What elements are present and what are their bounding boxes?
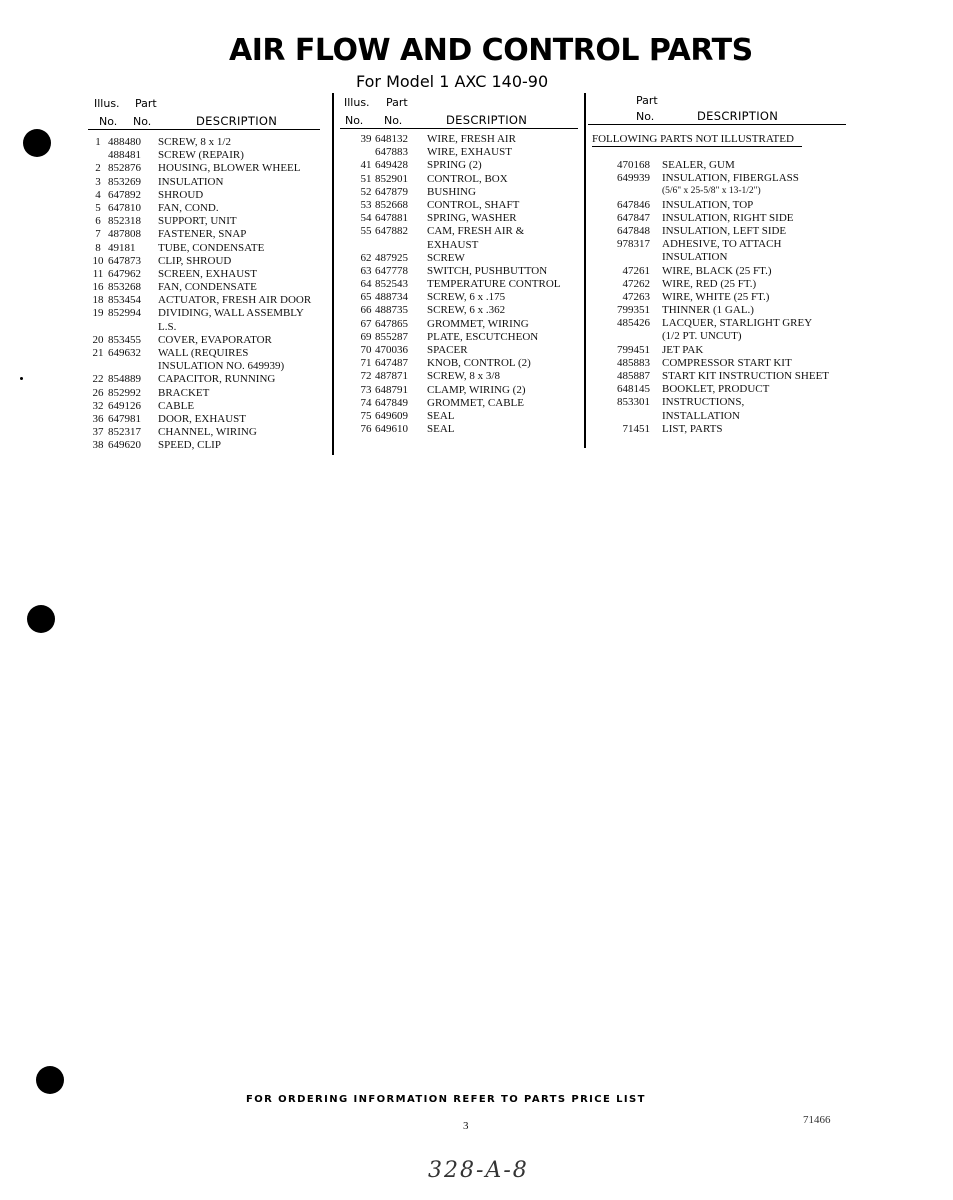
- part-number: 647881: [375, 212, 408, 225]
- parts-row: [356, 318, 581, 331]
- col2-header-part: Part: [386, 96, 408, 109]
- part-description: WIRE, EXHAUST: [427, 146, 512, 159]
- parts-row: [88, 268, 328, 281]
- parts-row: [610, 199, 850, 212]
- illus-number: 65: [360, 291, 372, 304]
- part-number: 978317: [617, 238, 650, 251]
- part-number: 488735: [375, 304, 408, 317]
- part-number: 648132: [375, 133, 408, 145]
- illus-number: 32: [92, 399, 104, 412]
- parts-row: [610, 291, 850, 304]
- parts-row: [88, 202, 328, 215]
- parts-row: [356, 186, 581, 199]
- part-description: SCREW, 6 x .362: [427, 304, 506, 317]
- part-number: 799451: [617, 343, 650, 356]
- parts-row: [610, 185, 850, 198]
- part-description: KNOB, CONTROL (2): [427, 357, 531, 370]
- part-number: 649632: [108, 347, 141, 359]
- not-illustrated-underline: [592, 146, 802, 147]
- col2-header-illus-no: No.: [345, 114, 364, 127]
- illus-number: 62: [360, 251, 372, 264]
- parts-row: [610, 172, 850, 185]
- parts-row: [88, 413, 328, 426]
- part-number: 470036: [375, 344, 408, 356]
- scan-speck: [20, 377, 23, 380]
- illus-number: 7: [95, 228, 101, 241]
- part-description: GROMMET, WIRING: [427, 317, 529, 330]
- part-number: 853269: [108, 175, 141, 188]
- part-description: GROMMET, CABLE: [427, 396, 524, 409]
- part-description: TEMPERATURE CONTROL: [427, 278, 561, 291]
- part-description: BRACKET: [158, 386, 210, 399]
- part-description: INSTALLATION: [662, 409, 740, 422]
- illus-number: 37: [92, 426, 104, 439]
- parts-row: [88, 373, 328, 386]
- punch-hole-top: [23, 129, 51, 157]
- illus-number: 26: [92, 386, 104, 399]
- parts-row: [356, 397, 581, 410]
- part-description: INSULATION NO. 649939): [158, 360, 285, 373]
- part-number: 853454: [108, 294, 141, 307]
- part-number: 487871: [375, 370, 408, 383]
- illus-number: 73: [360, 383, 372, 396]
- illus-number: 70: [360, 344, 372, 356]
- parts-row: [356, 239, 581, 252]
- part-number: 853268: [108, 281, 141, 294]
- illus-number: 3: [95, 175, 101, 188]
- part-description: LACQUER, STARLIGHT GREY: [662, 317, 813, 330]
- illus-number: 10: [92, 254, 104, 267]
- part-description: BOOKLET, PRODUCT: [662, 383, 770, 396]
- parts-row: [610, 357, 850, 370]
- parts-row: [88, 400, 328, 413]
- part-description: DIVIDING, WALL ASSEMBLY: [158, 307, 304, 320]
- part-description: THINNER (1 GAL.): [662, 304, 754, 317]
- handwritten-note: 328-A-8: [428, 1158, 529, 1183]
- col1-header-description: DESCRIPTION: [196, 114, 278, 128]
- parts-row: [356, 252, 581, 265]
- parts-row: [88, 162, 328, 175]
- part-description: FAN, CONDENSATE: [158, 281, 257, 294]
- parts-row: [610, 212, 850, 225]
- part-number: 649609: [375, 409, 408, 422]
- punch-hole-bottom: [36, 1066, 64, 1094]
- col2-header-rule: [340, 128, 578, 129]
- part-description: HOUSING, BLOWER WHEEL: [158, 162, 301, 175]
- part-description: INSTRUCTIONS,: [662, 396, 745, 409]
- parts-row: [356, 212, 581, 225]
- illus-number: 53: [360, 198, 372, 211]
- part-number: 47263: [622, 290, 650, 303]
- part-description: JET PAK: [662, 343, 704, 356]
- part-number: 647962: [108, 267, 141, 280]
- col1-header-part-no: No.: [133, 115, 152, 128]
- part-number: 647879: [375, 185, 408, 198]
- part-number: 853301: [617, 396, 650, 409]
- parts-row: [356, 146, 581, 159]
- parts-row: [88, 176, 328, 189]
- parts-row: [356, 384, 581, 397]
- parts-row: [88, 426, 328, 439]
- part-number: 649939: [617, 172, 650, 185]
- part-number: 853455: [108, 333, 141, 346]
- not-illustrated-note: FOLLOWING PARTS NOT ILLUSTRATED: [592, 133, 794, 145]
- part-number: 647865: [375, 317, 408, 330]
- parts-row: [88, 136, 328, 149]
- part-description: SHROUD: [158, 188, 204, 201]
- part-description: SPEED, CLIP: [158, 439, 221, 452]
- parts-row: [610, 159, 850, 172]
- parts-row: [356, 410, 581, 423]
- part-description: (1/2 PT. UNCUT): [662, 330, 742, 343]
- illus-number: 2: [95, 162, 101, 175]
- illus-number: 38: [92, 439, 104, 452]
- illus-number: 1: [95, 136, 101, 148]
- part-description: CAPACITOR, RUNNING: [158, 373, 276, 386]
- part-description: TUBE, CONDENSATE: [158, 241, 265, 254]
- illus-number: 19: [92, 307, 104, 320]
- col3-header-part-no: No.: [636, 110, 655, 123]
- part-description: WIRE, FRESH AIR: [427, 133, 516, 145]
- part-number: 854889: [108, 373, 141, 386]
- part-number: 470168: [617, 159, 650, 171]
- part-number: 647810: [108, 201, 141, 214]
- illus-number: 72: [360, 370, 372, 383]
- punch-hole-middle: [27, 605, 55, 633]
- parts-row: [610, 317, 850, 330]
- col1-header-rule: [88, 129, 320, 130]
- illus-number: 22: [92, 373, 104, 386]
- part-number: 647847: [617, 211, 650, 224]
- illus-number: 54: [360, 212, 372, 225]
- part-description: INSULATION: [158, 175, 224, 188]
- part-description: CLAMP, WIRING (2): [427, 383, 526, 396]
- part-description: SEAL: [427, 409, 455, 422]
- part-description: CONTROL, SHAFT: [427, 198, 520, 211]
- part-description: INSULATION, TOP: [662, 198, 754, 211]
- part-description: SPRING (2): [427, 159, 482, 172]
- parts-row: [356, 304, 581, 317]
- illus-number: 20: [92, 333, 104, 346]
- part-number: 852876: [108, 162, 141, 175]
- part-number: 647882: [375, 225, 408, 238]
- part-number: 647848: [617, 224, 650, 237]
- illus-number: 41: [360, 159, 372, 172]
- illus-number: 76: [360, 423, 372, 436]
- part-number: 487808: [108, 228, 141, 241]
- illus-number: 52: [360, 185, 372, 198]
- illus-number: 66: [360, 304, 372, 317]
- parts-row: [610, 370, 850, 383]
- part-number: 852901: [375, 172, 408, 185]
- part-description: SPACER: [427, 344, 468, 356]
- parts-row: [610, 330, 850, 343]
- col3-header-rule: [588, 124, 846, 125]
- part-description: SEALER, GUM: [662, 159, 735, 171]
- parts-row: [610, 278, 850, 291]
- part-description: ACTUATOR, FRESH AIR DOOR: [158, 294, 312, 307]
- col1-header-part: Part: [135, 97, 157, 110]
- part-description: SCREW: [427, 251, 465, 264]
- part-description: FAN, COND.: [158, 201, 219, 214]
- part-description: EXHAUST: [427, 238, 479, 251]
- parts-column-3: [610, 159, 850, 436]
- part-number: 852317: [108, 426, 141, 439]
- parts-column-1: [88, 136, 328, 453]
- part-description: SCREEN, EXHAUST: [158, 267, 258, 280]
- parts-row: [356, 370, 581, 383]
- part-description: SUPPORT, UNIT: [158, 215, 237, 228]
- col3-header-part: Part: [636, 94, 658, 107]
- illus-number: 16: [92, 281, 104, 294]
- parts-row: [610, 225, 850, 238]
- col1-header-illus-no: No.: [99, 115, 118, 128]
- parts-row: [88, 360, 328, 373]
- part-description: CABLE: [158, 399, 195, 412]
- parts-row: [610, 251, 850, 264]
- parts-row: [610, 396, 850, 409]
- part-number: 647873: [108, 254, 141, 267]
- part-number: 71451: [622, 422, 650, 435]
- part-description: (5/6" x 25-5/8" x 13-1/2"): [662, 186, 761, 197]
- col2-header-description: DESCRIPTION: [446, 113, 528, 127]
- parts-row: [610, 304, 850, 317]
- part-number: 488481: [108, 149, 141, 162]
- part-number: 647487: [375, 357, 408, 370]
- part-number: 647846: [617, 198, 650, 211]
- parts-row: [356, 278, 581, 291]
- illus-number: 74: [360, 396, 372, 409]
- part-number: 852543: [375, 278, 408, 291]
- column-divider-left: [332, 93, 334, 455]
- part-description: COVER, EVAPORATOR: [158, 333, 272, 346]
- part-number: 47262: [622, 277, 650, 290]
- illus-number: 55: [360, 225, 372, 238]
- parts-row: [88, 439, 328, 452]
- part-description: FASTENER, SNAP: [158, 228, 247, 241]
- part-description: SPRING, WASHER: [427, 212, 517, 225]
- part-number: 485887: [617, 370, 650, 382]
- illus-number: 6: [95, 215, 101, 228]
- col2-header-part-no: No.: [384, 114, 403, 127]
- part-number: 647849: [375, 396, 408, 409]
- parts-row: [88, 334, 328, 347]
- parts-row: [356, 265, 581, 278]
- parts-row: [356, 331, 581, 344]
- part-description: LIST, PARTS: [662, 422, 723, 435]
- part-description: CAM, FRESH AIR &: [427, 225, 525, 238]
- illus-number: 21: [92, 347, 104, 359]
- parts-row: [610, 383, 850, 396]
- part-number: 648791: [375, 383, 408, 396]
- parts-row: [356, 225, 581, 238]
- part-number: 649126: [108, 399, 141, 412]
- illus-number: 8: [95, 241, 101, 254]
- illus-number: 18: [92, 294, 104, 307]
- parts-row: [88, 189, 328, 202]
- parts-row: [610, 423, 850, 436]
- part-description: INSULATION, FIBERGLASS: [662, 172, 799, 185]
- parts-row: [610, 265, 850, 278]
- part-description: CONTROL, BOX: [427, 172, 508, 185]
- parts-row: [88, 255, 328, 268]
- illus-number: 75: [360, 409, 372, 422]
- illus-number: 67: [360, 317, 372, 330]
- parts-row: [356, 159, 581, 172]
- parts-row: [356, 133, 581, 146]
- part-description: WALL (REQUIRES: [158, 347, 249, 359]
- parts-row: [88, 281, 328, 294]
- part-description: SCREW, 6 x .175: [427, 291, 506, 304]
- part-number: 488480: [108, 136, 141, 148]
- illus-number: 51: [360, 172, 372, 185]
- part-number: 647892: [108, 188, 141, 201]
- part-number: 852318: [108, 215, 141, 228]
- part-number: 487925: [375, 251, 408, 264]
- part-number: 488734: [375, 291, 408, 304]
- part-description: SEAL: [427, 423, 455, 436]
- part-description: PLATE, ESCUTCHEON: [427, 330, 539, 343]
- parts-row: [88, 347, 328, 360]
- parts-row: [88, 387, 328, 400]
- part-description: DOOR, EXHAUST: [158, 412, 246, 425]
- part-description: INSULATION, LEFT SIDE: [662, 224, 787, 237]
- part-description: SCREW (REPAIR): [158, 149, 244, 162]
- part-number: 485883: [617, 356, 650, 369]
- part-number: 485426: [617, 317, 650, 330]
- part-number: 649620: [108, 439, 141, 452]
- part-number: 852994: [108, 307, 141, 320]
- column-divider-right: [584, 93, 586, 448]
- illus-number: 36: [92, 412, 104, 425]
- parts-row: [356, 357, 581, 370]
- part-number: 855287: [375, 330, 408, 343]
- illus-number: 64: [360, 278, 372, 291]
- parts-row: [88, 294, 328, 307]
- parts-row: [356, 423, 581, 436]
- parts-row: [356, 173, 581, 186]
- part-description: WIRE, BLACK (25 FT.): [662, 264, 772, 277]
- part-number: 852668: [375, 198, 408, 211]
- parts-row: [88, 215, 328, 228]
- part-number: 649610: [375, 423, 408, 436]
- illus-number: 5: [95, 201, 101, 214]
- part-description: SCREW, 8 x 3/8: [427, 370, 500, 383]
- parts-row: [88, 228, 328, 241]
- part-number: 649428: [375, 159, 408, 172]
- part-number: 799351: [617, 304, 650, 317]
- part-number: 852992: [108, 386, 141, 399]
- illus-number: 4: [95, 188, 101, 201]
- illus-number: 11: [92, 267, 104, 280]
- parts-row: [610, 410, 850, 423]
- part-number: 647778: [375, 264, 408, 277]
- part-number: 647981: [108, 412, 141, 425]
- parts-row: [88, 149, 328, 162]
- part-description: CHANNEL, WIRING: [158, 426, 257, 439]
- part-description: WIRE, WHITE (25 FT.): [662, 290, 770, 303]
- part-description: ADHESIVE, TO ATTACH: [662, 238, 782, 251]
- parts-row: [356, 199, 581, 212]
- part-description: COMPRESSOR START KIT: [662, 356, 792, 369]
- parts-row: [88, 321, 328, 334]
- col1-header-illus: Illus.: [94, 97, 120, 110]
- part-number: 647883: [375, 146, 408, 159]
- illus-number: 39: [360, 133, 372, 145]
- part-description: INSULATION: [662, 251, 728, 264]
- part-description: INSULATION, RIGHT SIDE: [662, 211, 794, 224]
- parts-row: [356, 291, 581, 304]
- model-subtitle: For Model 1 AXC 140-90: [356, 72, 549, 91]
- part-description: SWITCH, PUSHBUTTON: [427, 264, 548, 277]
- parts-row: [356, 344, 581, 357]
- part-number: 49181: [108, 241, 136, 254]
- page-title: AIR FLOW AND CONTROL PARTS: [229, 33, 753, 68]
- illus-number: 63: [360, 264, 372, 277]
- illus-number: 69: [360, 330, 372, 343]
- part-description: BUSHING: [427, 185, 476, 198]
- part-description: CLIP, SHROUD: [158, 254, 232, 267]
- ordering-info-footer: FOR ORDERING INFORMATION REFER TO PARTS PRICE LIST: [246, 1094, 646, 1105]
- parts-row: [610, 344, 850, 357]
- page-number: 3: [463, 1120, 469, 1132]
- part-number: 648145: [617, 383, 650, 396]
- col3-header-description: DESCRIPTION: [697, 109, 779, 123]
- parts-column-2: [356, 133, 581, 436]
- parts-row: [610, 238, 850, 251]
- part-number: 47261: [622, 264, 650, 277]
- parts-row: [88, 307, 328, 320]
- part-description: WIRE, RED (25 FT.): [662, 277, 757, 290]
- part-description: START KIT INSTRUCTION SHEET: [662, 370, 830, 382]
- document-number: 71466: [803, 1114, 831, 1126]
- illus-number: 71: [360, 357, 372, 370]
- part-description: SCREW, 8 x 1/2: [158, 136, 231, 148]
- col2-header-illus: Illus.: [344, 96, 370, 109]
- part-description: L.S.: [158, 320, 177, 333]
- parts-row: [88, 242, 328, 255]
